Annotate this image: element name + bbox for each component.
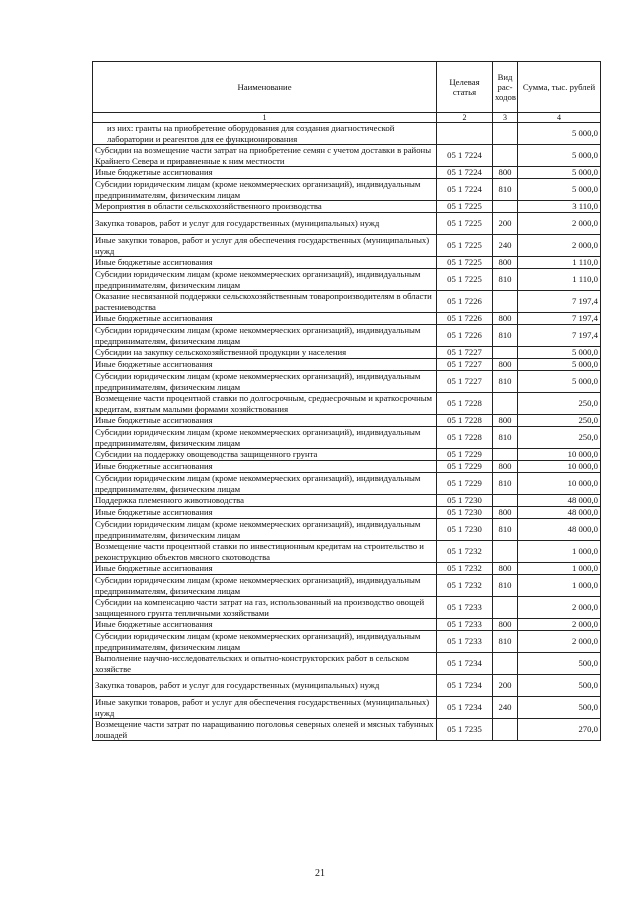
row-target [437, 123, 493, 145]
table-row [93, 653, 601, 675]
row-type: 810 [493, 519, 518, 541]
row-sum: 1 110,0 [518, 257, 601, 269]
row-name: Субсидии на компенсацию части затрат на газ, использованный на производство овощей защищенного грунта тепличными хозяйствами [93, 597, 437, 619]
table-row [93, 257, 601, 269]
row-sum: 48 000,0 [518, 507, 601, 519]
row-target: 05 1 7225 [437, 269, 493, 291]
row-name: Субсидии юридическим лицам (кроме некоммерческих организаций), индивидуальным предпринимателям, физическим лицам [93, 269, 437, 291]
row-name: Закупка товаров, работ и услуг для государственных (муниципальных) нужд [93, 675, 437, 697]
row-target: 05 1 7230 [437, 519, 493, 541]
row-sum: 2 000,0 [518, 597, 601, 619]
row-name: Иные бюджетные ассигнования [93, 619, 437, 631]
row-name: Оказание несвязанной поддержки сельскохозяйственным товаропроизводителям в области растениеводства [93, 291, 437, 313]
row-target: 05 1 7228 [437, 427, 493, 449]
column-number: 4 [518, 113, 601, 123]
row-name: Субсидии юридическим лицам (кроме некоммерческих организаций), индивидуальным предпринимателям, физическим лицам [93, 325, 437, 347]
row-sum: 2 000,0 [518, 619, 601, 631]
row-target: 05 1 7232 [437, 575, 493, 597]
budget-table [92, 61, 601, 741]
row-name: Субсидии юридическим лицам (кроме некоммерческих организаций), индивидуальным предпринимателям, физическим лицам [93, 473, 437, 495]
row-name: Иные закупки товаров, работ и услуг для обеспечения государственных (муниципальных) нужд [93, 235, 437, 257]
row-target: 05 1 7227 [437, 359, 493, 371]
table-row [93, 631, 601, 653]
row-type: 810 [493, 427, 518, 449]
row-type: 810 [493, 179, 518, 201]
row-sum: 5 000,0 [518, 347, 601, 359]
row-name: Субсидии юридическим лицам (кроме некоммерческих организаций), индивидуальным предпринимателям, физическим лицам [93, 575, 437, 597]
table-row [93, 507, 601, 519]
table-row [93, 427, 601, 449]
table-row [93, 179, 601, 201]
row-target: 05 1 7233 [437, 619, 493, 631]
row-sum: 5 000,0 [518, 179, 601, 201]
row-type [493, 393, 518, 415]
row-target: 05 1 7226 [437, 325, 493, 347]
column-number: 2 [437, 113, 493, 123]
row-name: Субсидии на закупку сельскохозяйственной продукции у населения [93, 347, 437, 359]
row-sum: 1 000,0 [518, 541, 601, 563]
row-type [493, 347, 518, 359]
table-row [93, 495, 601, 507]
table-row [93, 473, 601, 495]
row-type [493, 719, 518, 741]
row-sum: 5 000,0 [518, 359, 601, 371]
column-number: 1 [93, 113, 437, 123]
table-row [93, 719, 601, 741]
row-sum: 7 197,4 [518, 325, 601, 347]
row-type: 800 [493, 415, 518, 427]
row-name: Возмещение части затрат по наращиванию поголовья северных оленей и мясных табунных лошадей [93, 719, 437, 741]
row-type: 810 [493, 631, 518, 653]
table-row [93, 213, 601, 235]
row-target: 05 1 7232 [437, 563, 493, 575]
row-type [493, 123, 518, 145]
row-sum: 3 110,0 [518, 201, 601, 213]
table-row [93, 291, 601, 313]
row-type: 800 [493, 257, 518, 269]
row-name: из них: гранты на приобретение оборудования для создания диагностической лаборатории и реагентов для ее функционирования [93, 123, 437, 145]
row-sum: 10 000,0 [518, 473, 601, 495]
row-type: 810 [493, 269, 518, 291]
row-target: 05 1 7224 [437, 167, 493, 179]
table-row [93, 325, 601, 347]
row-type [493, 495, 518, 507]
row-target: 05 1 7234 [437, 697, 493, 719]
row-sum: 250,0 [518, 427, 601, 449]
header-target: Целевая статья [437, 62, 493, 113]
row-name: Мероприятия в области сельскохозяйственного производства [93, 201, 437, 213]
row-sum: 7 197,4 [518, 291, 601, 313]
row-sum: 1 000,0 [518, 563, 601, 575]
row-sum: 48 000,0 [518, 495, 601, 507]
table-row [93, 123, 601, 145]
row-name: Иные бюджетные ассигнования [93, 461, 437, 473]
column-number: 3 [493, 113, 518, 123]
row-target: 05 1 7224 [437, 179, 493, 201]
row-sum: 5 000,0 [518, 371, 601, 393]
row-target: 05 1 7228 [437, 393, 493, 415]
row-sum: 5 000,0 [518, 145, 601, 167]
row-name: Субсидии юридическим лицам (кроме некоммерческих организаций), индивидуальным предпринимателям, физическим лицам [93, 371, 437, 393]
row-name: Иные бюджетные ассигнования [93, 359, 437, 371]
row-target: 05 1 7230 [437, 495, 493, 507]
row-name: Иные бюджетные ассигнования [93, 257, 437, 269]
table-row [93, 675, 601, 697]
row-type: 810 [493, 371, 518, 393]
row-target: 05 1 7224 [437, 145, 493, 167]
row-sum: 10 000,0 [518, 449, 601, 461]
table-row [93, 461, 601, 473]
row-type: 800 [493, 619, 518, 631]
row-type [493, 145, 518, 167]
row-target: 05 1 7234 [437, 675, 493, 697]
row-type: 800 [493, 507, 518, 519]
row-type [493, 449, 518, 461]
row-name: Субсидии на возмещение части затрат на приобретение семян с учетом доставки в районы Крайнего Севера и приравненные к ним местности [93, 145, 437, 167]
table-row [93, 393, 601, 415]
row-name: Иные бюджетные ассигнования [93, 313, 437, 325]
row-name: Субсидии юридическим лицам (кроме некоммерческих организаций), индивидуальным предпринимателям, физическим лицам [93, 427, 437, 449]
row-type [493, 541, 518, 563]
row-sum: 10 000,0 [518, 461, 601, 473]
table-row [93, 415, 601, 427]
table-row [93, 541, 601, 563]
row-sum: 2 000,0 [518, 631, 601, 653]
row-type: 800 [493, 167, 518, 179]
row-type [493, 597, 518, 619]
row-target: 05 1 7235 [437, 719, 493, 741]
table-row [93, 235, 601, 257]
row-sum: 1 000,0 [518, 575, 601, 597]
row-sum: 5 000,0 [518, 167, 601, 179]
row-target: 05 1 7229 [437, 461, 493, 473]
table-row [93, 575, 601, 597]
row-name: Возмещение части процентной ставки по долгосрочным, среднесрочным и краткосрочным кредитам, взятым малыми формами хозяйствования [93, 393, 437, 415]
row-target: 05 1 7234 [437, 653, 493, 675]
row-name: Иные бюджетные ассигнования [93, 167, 437, 179]
row-name: Закупка товаров, работ и услуг для государственных (муниципальных) нужд [93, 213, 437, 235]
table-row [93, 313, 601, 325]
table-row [93, 347, 601, 359]
table-row [93, 563, 601, 575]
row-type: 240 [493, 235, 518, 257]
row-type [493, 201, 518, 213]
row-sum: 7 197,4 [518, 313, 601, 325]
table-row [93, 167, 601, 179]
page-number: 21 [315, 868, 325, 879]
row-type: 240 [493, 697, 518, 719]
row-sum: 1 110,0 [518, 269, 601, 291]
row-type: 800 [493, 563, 518, 575]
row-type [493, 653, 518, 675]
row-target: 05 1 7232 [437, 541, 493, 563]
row-target: 05 1 7225 [437, 213, 493, 235]
row-sum: 250,0 [518, 393, 601, 415]
row-name: Иные бюджетные ассигнования [93, 563, 437, 575]
row-type: 800 [493, 313, 518, 325]
row-target: 05 1 7227 [437, 371, 493, 393]
row-name: Иные бюджетные ассигнования [93, 415, 437, 427]
header-sum: Сумма, тыс. рублей [518, 62, 601, 113]
row-type: 800 [493, 359, 518, 371]
table-row [93, 619, 601, 631]
row-target: 05 1 7225 [437, 257, 493, 269]
row-target: 05 1 7228 [437, 415, 493, 427]
row-name: Возмещение части процентной ставки по инвестиционным кредитам на строительство и реконструкцию объектов мясного скотоводства [93, 541, 437, 563]
table-row [93, 359, 601, 371]
table-row [93, 697, 601, 719]
row-sum: 250,0 [518, 415, 601, 427]
row-target: 05 1 7230 [437, 507, 493, 519]
row-sum: 2 000,0 [518, 235, 601, 257]
row-sum: 500,0 [518, 697, 601, 719]
row-target: 05 1 7233 [437, 597, 493, 619]
table-row [93, 371, 601, 393]
row-sum: 48 000,0 [518, 519, 601, 541]
row-sum: 2 000,0 [518, 213, 601, 235]
row-type: 810 [493, 473, 518, 495]
row-type: 800 [493, 461, 518, 473]
row-type: 810 [493, 325, 518, 347]
row-target: 05 1 7233 [437, 631, 493, 653]
table-row [93, 597, 601, 619]
row-sum: 500,0 [518, 675, 601, 697]
row-target: 05 1 7227 [437, 347, 493, 359]
row-name: Субсидии юридическим лицам (кроме некоммерческих организаций), индивидуальным предпринимателям, физическим лицам [93, 519, 437, 541]
table-row [93, 449, 601, 461]
row-target: 05 1 7225 [437, 235, 493, 257]
row-type: 810 [493, 575, 518, 597]
row-sum: 270,0 [518, 719, 601, 741]
table-row [93, 201, 601, 213]
row-target: 05 1 7225 [437, 201, 493, 213]
table-body [93, 123, 601, 741]
row-sum: 5 000,0 [518, 123, 601, 145]
table-row [93, 519, 601, 541]
column-number-row [93, 113, 601, 123]
row-target: 05 1 7226 [437, 291, 493, 313]
row-type: 200 [493, 213, 518, 235]
header-type: Вид рас-ходов [493, 62, 518, 113]
row-sum: 500,0 [518, 653, 601, 675]
row-target: 05 1 7226 [437, 313, 493, 325]
row-name: Субсидии на поддержку овощеводства защищенного грунта [93, 449, 437, 461]
header-row [93, 62, 601, 113]
row-type [493, 291, 518, 313]
row-name: Субсидии юридическим лицам (кроме некоммерческих организаций), индивидуальным предпринимателям, физическим лицам [93, 179, 437, 201]
row-name: Поддержка племенного животноводства [93, 495, 437, 507]
row-target: 05 1 7229 [437, 449, 493, 461]
row-name: Субсидии юридическим лицам (кроме некоммерческих организаций), индивидуальным предпринимателям, физическим лицам [93, 631, 437, 653]
row-name: Иные бюджетные ассигнования [93, 507, 437, 519]
row-type: 200 [493, 675, 518, 697]
row-name: Выполнение научно-исследовательских и опытно-конструкторских работ в сельском хозяйстве [93, 653, 437, 675]
table-row [93, 269, 601, 291]
row-target: 05 1 7229 [437, 473, 493, 495]
header-name: Наименование [93, 62, 437, 113]
row-name: Иные закупки товаров, работ и услуг для обеспечения государственных (муниципальных) нужд [93, 697, 437, 719]
table-row [93, 145, 601, 167]
